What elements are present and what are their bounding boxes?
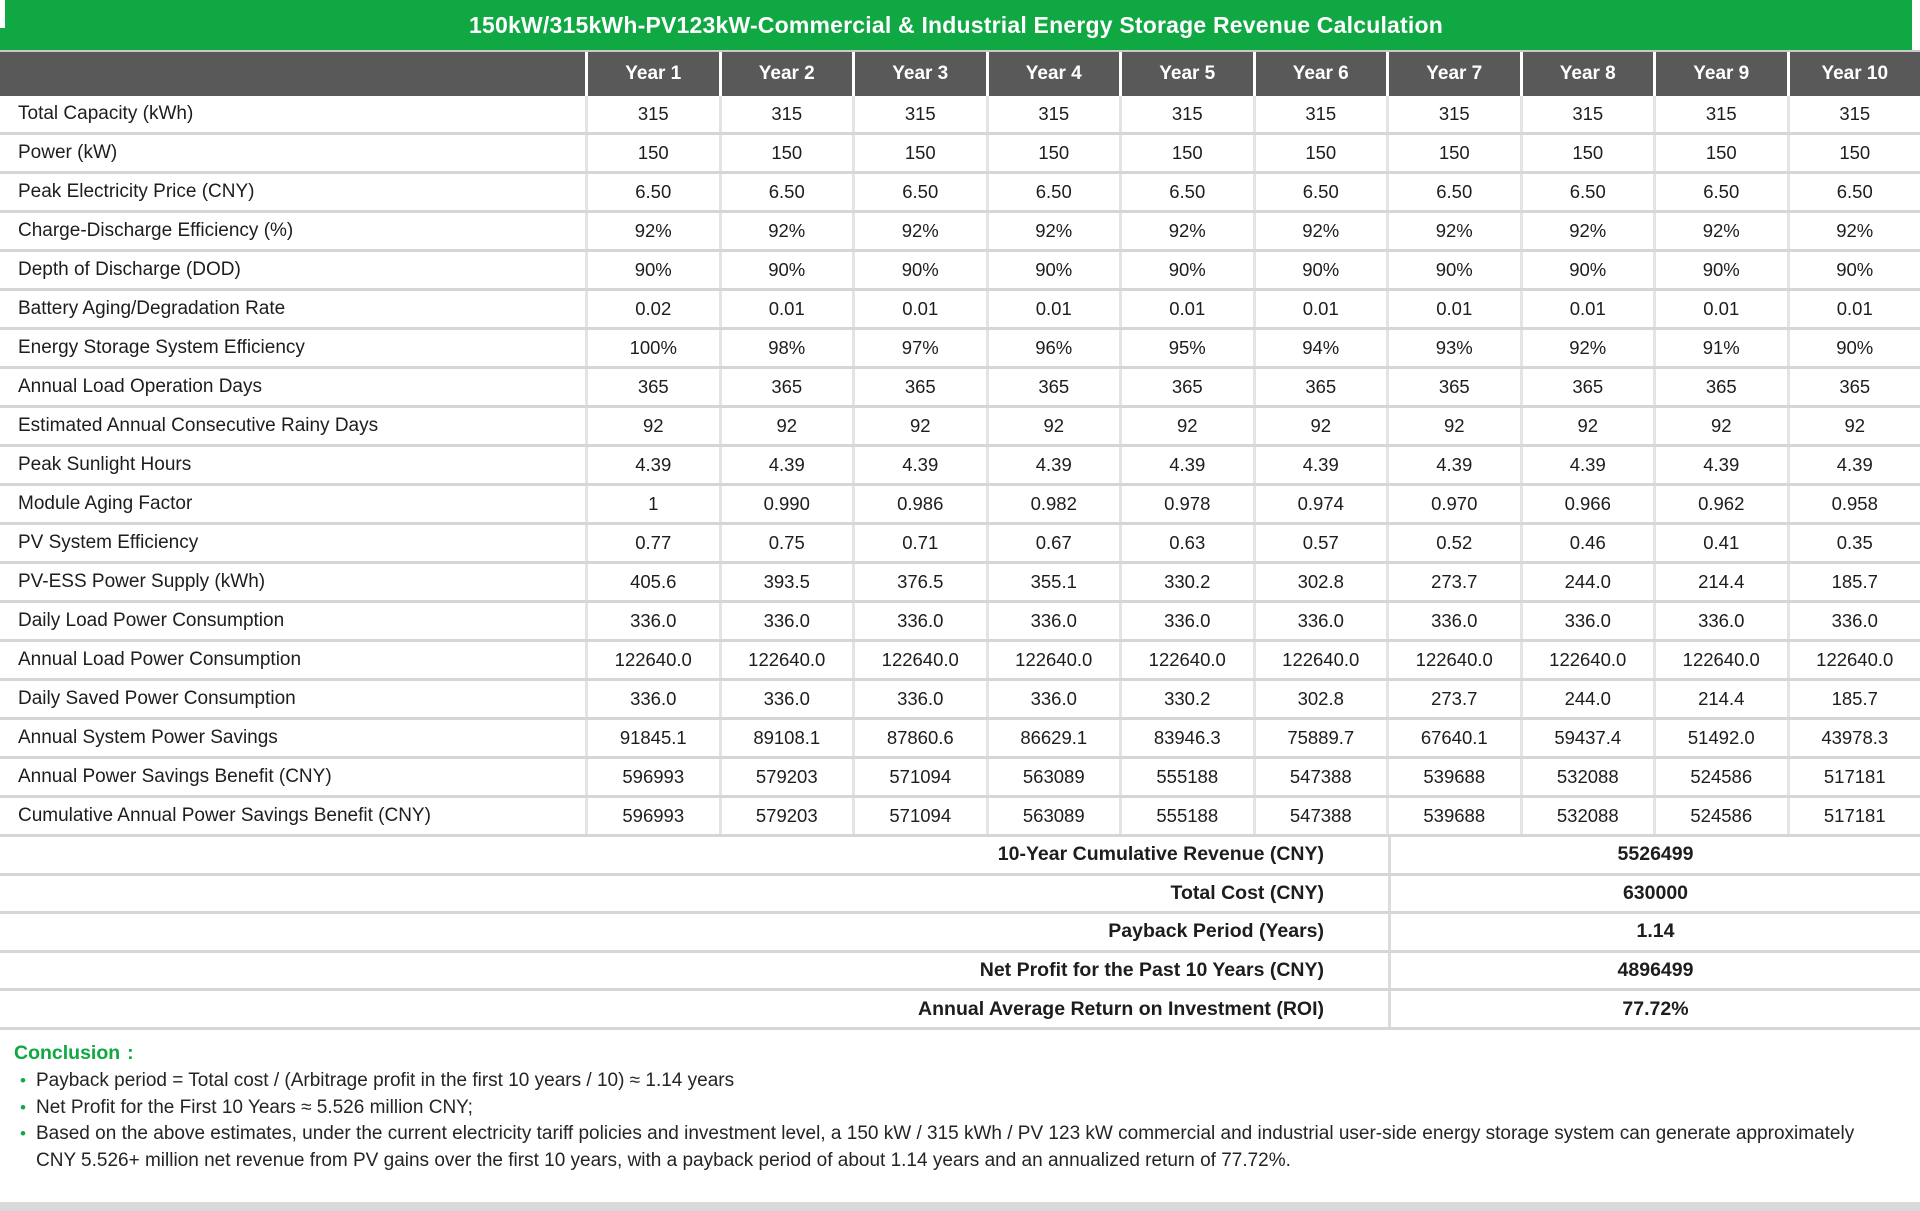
value-cell: 0.01: [852, 291, 986, 327]
value-cell: 1: [585, 486, 719, 522]
value-cell: 92%: [986, 213, 1120, 249]
year-header-cell: Year 7: [1386, 52, 1520, 96]
row-label: Peak Sunlight Hours: [18, 454, 192, 475]
value-cell: 92: [1653, 408, 1787, 444]
year-header-cell: Year 3: [852, 52, 986, 96]
value-cell: 365: [1520, 369, 1654, 405]
value-cell: 150: [1653, 135, 1787, 171]
value-cell: 89108.1: [719, 720, 853, 756]
value-cell: 532088: [1520, 798, 1654, 834]
value-cell: 214.4: [1653, 681, 1787, 717]
summary-label: 10-Year Cumulative Revenue (CNY): [997, 843, 1324, 866]
value-cell: 0.978: [1119, 486, 1253, 522]
summary-value: 4896499: [1388, 953, 1920, 989]
summary-value: 5526499: [1388, 837, 1920, 873]
value-cell: 90%: [1119, 252, 1253, 288]
value-cell: 0.46: [1520, 525, 1654, 561]
value-cell: 92%: [585, 213, 719, 249]
summary-value: 1.14: [1388, 914, 1920, 950]
year-header-cell: Year 9: [1653, 52, 1787, 96]
value-cell: 6.50: [1119, 174, 1253, 210]
conclusion-bullet: [14, 1121, 1892, 1174]
value-cell: 90%: [1253, 252, 1387, 288]
value-cell: 596993: [585, 759, 719, 795]
value-cell: 0.986: [852, 486, 986, 522]
value-cell: 315: [585, 96, 719, 132]
value-cell: 6.50: [1253, 174, 1387, 210]
value-cell: 92: [1787, 408, 1920, 444]
value-cell: 315: [1787, 96, 1920, 132]
value-cell: 91%: [1653, 330, 1787, 366]
summary-label: Annual Average Return on Investment (ROI): [918, 997, 1324, 1020]
value-cell: 539688: [1386, 759, 1520, 795]
value-cell: 365: [585, 369, 719, 405]
value-cell: 336.0: [1787, 603, 1920, 639]
summary-row: [0, 876, 1920, 915]
value-cell: 0.57: [1253, 525, 1387, 561]
value-cell: 6.50: [585, 174, 719, 210]
value-cell: 0.970: [1386, 486, 1520, 522]
value-cell: 83946.3: [1119, 720, 1253, 756]
value-cell: 150: [1787, 135, 1920, 171]
value-cell: 0.02: [585, 291, 719, 327]
summary-label: Payback Period (Years): [1108, 920, 1324, 943]
conclusion-colon: :: [127, 1042, 134, 1064]
value-cell: 336.0: [585, 681, 719, 717]
value-cell: 547388: [1253, 759, 1387, 795]
value-cell: 330.2: [1119, 681, 1253, 717]
value-cell: 4.39: [852, 447, 986, 483]
value-cell: 6.50: [1386, 174, 1520, 210]
value-cell: 571094: [852, 798, 986, 834]
value-cell: 330.2: [1119, 564, 1253, 600]
value-cell: 563089: [986, 798, 1120, 834]
value-cell: 6.50: [1653, 174, 1787, 210]
value-cell: 0.41: [1653, 525, 1787, 561]
value-cell: 92%: [1253, 213, 1387, 249]
value-cell: 90%: [1653, 252, 1787, 288]
year-header-cell: Year 1: [585, 52, 719, 96]
value-cell: 4.39: [1253, 447, 1387, 483]
value-cell: 273.7: [1386, 564, 1520, 600]
value-cell: 92%: [852, 213, 986, 249]
value-cell: 67640.1: [1386, 720, 1520, 756]
table-row: [0, 603, 1920, 642]
value-cell: 75889.7: [1253, 720, 1387, 756]
value-cell: 365: [1386, 369, 1520, 405]
value-cell: 315: [1253, 96, 1387, 132]
value-cell: 524586: [1653, 759, 1787, 795]
value-cell: 336.0: [986, 603, 1120, 639]
row-label: Daily Saved Power Consumption: [18, 688, 296, 709]
row-label: Charge-Discharge Efficiency (%): [18, 220, 294, 241]
summary-value: 630000: [1388, 876, 1920, 912]
value-cell: 517181: [1787, 759, 1920, 795]
table-row: [0, 291, 1920, 330]
value-cell: 336.0: [719, 681, 853, 717]
table-body: [0, 96, 1920, 837]
table-header-row: [0, 50, 1920, 96]
row-label: Module Aging Factor: [18, 493, 193, 514]
value-cell: 150: [719, 135, 853, 171]
value-cell: 90%: [1386, 252, 1520, 288]
year-header-cell: Year 2: [719, 52, 853, 96]
value-cell: 244.0: [1520, 681, 1654, 717]
value-cell: 87860.6: [852, 720, 986, 756]
table-row: [0, 525, 1920, 564]
value-cell: 6.50: [1787, 174, 1920, 210]
value-cell: 365: [1787, 369, 1920, 405]
value-cell: 150: [1253, 135, 1387, 171]
value-cell: 96%: [986, 330, 1120, 366]
row-label: Battery Aging/Degradation Rate: [18, 298, 286, 319]
row-label: Peak Electricity Price (CNY): [18, 181, 255, 202]
row-label: Total Capacity (kWh): [18, 103, 194, 124]
conclusion-heading: [14, 1042, 1892, 1065]
value-cell: 547388: [1253, 798, 1387, 834]
value-cell: 355.1: [986, 564, 1120, 600]
table-row: [0, 369, 1920, 408]
value-cell: 150: [852, 135, 986, 171]
year-header-cell: Year 4: [986, 52, 1120, 96]
value-cell: 92: [1386, 408, 1520, 444]
value-cell: 4.39: [1520, 447, 1654, 483]
value-cell: 43978.3: [1787, 720, 1920, 756]
value-cell: 150: [1386, 135, 1520, 171]
value-cell: 92%: [1653, 213, 1787, 249]
page-title: 150kW/315kWh-PV123kW-Commercial & Industrial Energy Storage Revenue Calculation: [469, 11, 1443, 38]
value-cell: 6.50: [986, 174, 1120, 210]
value-cell: 365: [1253, 369, 1387, 405]
value-cell: 122640.0: [1253, 642, 1387, 678]
corner-notch: [0, 0, 5, 28]
bullet-text: Payback period = Total cost / (Arbitrage profit in the first 10 years / 10) ≈ 1.14 years: [36, 1070, 735, 1091]
value-cell: 122640.0: [1787, 642, 1920, 678]
summary-section: [0, 837, 1920, 1030]
value-cell: 0.962: [1653, 486, 1787, 522]
value-cell: 185.7: [1787, 564, 1920, 600]
value-cell: 596993: [585, 798, 719, 834]
value-cell: 90%: [585, 252, 719, 288]
value-cell: 517181: [1787, 798, 1920, 834]
value-cell: 90%: [1520, 252, 1654, 288]
table-row: [0, 447, 1920, 486]
value-cell: 0.974: [1253, 486, 1387, 522]
value-cell: 315: [1119, 96, 1253, 132]
value-cell: 0.01: [719, 291, 853, 327]
value-cell: 0.67: [986, 525, 1120, 561]
value-cell: 92: [1119, 408, 1253, 444]
value-cell: 59437.4: [1520, 720, 1654, 756]
table-row: [0, 213, 1920, 252]
table-row: [0, 720, 1920, 759]
value-cell: 214.4: [1653, 564, 1787, 600]
table-row: [0, 486, 1920, 525]
value-cell: 4.39: [1386, 447, 1520, 483]
summary-row: [0, 837, 1920, 876]
row-label: Energy Storage System Efficiency: [18, 337, 305, 358]
value-cell: 315: [852, 96, 986, 132]
value-cell: 244.0: [1520, 564, 1654, 600]
value-cell: 0.01: [1119, 291, 1253, 327]
value-cell: 0.01: [1520, 291, 1654, 327]
value-cell: 97%: [852, 330, 986, 366]
year-header-cell: Year 5: [1119, 52, 1253, 96]
value-cell: 315: [986, 96, 1120, 132]
value-cell: 0.01: [1386, 291, 1520, 327]
value-cell: 0.71: [852, 525, 986, 561]
value-cell: 92%: [1787, 213, 1920, 249]
value-cell: 92%: [719, 213, 853, 249]
summary-row: [0, 991, 1920, 1030]
value-cell: 150: [1520, 135, 1654, 171]
value-cell: 4.39: [1787, 447, 1920, 483]
value-cell: 336.0: [986, 681, 1120, 717]
table-row: [0, 642, 1920, 681]
table-row: [0, 330, 1920, 369]
value-cell: 0.990: [719, 486, 853, 522]
value-cell: 6.50: [719, 174, 853, 210]
row-label: Annual System Power Savings: [18, 727, 278, 748]
value-cell: 579203: [719, 798, 853, 834]
row-label: Daily Load Power Consumption: [18, 610, 285, 631]
value-cell: 6.50: [1520, 174, 1654, 210]
value-cell: 92%: [1520, 330, 1654, 366]
value-cell: 0.958: [1787, 486, 1920, 522]
value-cell: 92%: [1386, 213, 1520, 249]
value-cell: 376.5: [852, 564, 986, 600]
conclusion-section: [0, 1030, 1892, 1174]
summary-value: 77.72%: [1388, 991, 1920, 1027]
value-cell: 0.01: [1253, 291, 1387, 327]
value-cell: 150: [986, 135, 1120, 171]
value-cell: 0.75: [719, 525, 853, 561]
table-row: [0, 252, 1920, 291]
value-cell: 336.0: [1520, 603, 1654, 639]
value-cell: 92%: [1520, 213, 1654, 249]
value-cell: 92: [852, 408, 986, 444]
summary-row: [0, 914, 1920, 953]
value-cell: 122640.0: [1119, 642, 1253, 678]
row-label: Estimated Annual Consecutive Rainy Days: [18, 415, 379, 436]
value-cell: 571094: [852, 759, 986, 795]
row-label: Annual Load Operation Days: [18, 376, 262, 397]
value-cell: 122640.0: [852, 642, 986, 678]
row-label: Cumulative Annual Power Savings Benefit (CNY): [18, 805, 431, 826]
value-cell: 579203: [719, 759, 853, 795]
title-bar: [0, 0, 1912, 50]
value-cell: 122640.0: [986, 642, 1120, 678]
value-cell: 90%: [719, 252, 853, 288]
value-cell: 90%: [1787, 330, 1920, 366]
bottom-strip: [0, 1202, 1920, 1211]
value-cell: 365: [852, 369, 986, 405]
bullet-icon: •: [20, 1097, 26, 1117]
value-cell: 4.39: [986, 447, 1120, 483]
table-row: [0, 564, 1920, 603]
value-cell: 100%: [585, 330, 719, 366]
value-cell: 0.63: [1119, 525, 1253, 561]
value-cell: 336.0: [719, 603, 853, 639]
value-cell: 92: [719, 408, 853, 444]
year-header-cell: Year 10: [1787, 52, 1920, 96]
value-cell: 92: [1520, 408, 1654, 444]
value-cell: 98%: [719, 330, 853, 366]
value-cell: 90%: [1787, 252, 1920, 288]
value-cell: 51492.0: [1653, 720, 1787, 756]
row-label: PV-ESS Power Supply (kWh): [18, 571, 266, 592]
value-cell: 4.39: [1119, 447, 1253, 483]
value-cell: 336.0: [1386, 603, 1520, 639]
value-cell: 532088: [1520, 759, 1654, 795]
value-cell: 302.8: [1253, 564, 1387, 600]
value-cell: 315: [719, 96, 853, 132]
row-label: PV System Efficiency: [18, 532, 199, 553]
value-cell: 563089: [986, 759, 1120, 795]
table-row: [0, 759, 1920, 798]
row-label: Depth of Discharge (DOD): [18, 259, 241, 280]
value-cell: 122640.0: [719, 642, 853, 678]
value-cell: 4.39: [585, 447, 719, 483]
value-cell: 92%: [1119, 213, 1253, 249]
conclusion-bullet: [14, 1068, 1892, 1095]
value-cell: 336.0: [1253, 603, 1387, 639]
value-cell: 405.6: [585, 564, 719, 600]
value-cell: 365: [719, 369, 853, 405]
table-row: [0, 408, 1920, 447]
value-cell: 315: [1653, 96, 1787, 132]
value-cell: 92: [986, 408, 1120, 444]
value-cell: 122640.0: [1386, 642, 1520, 678]
table-row: [0, 798, 1920, 837]
conclusion-bullet-list: [14, 1068, 1892, 1174]
bullet-text: Based on the above estimates, under the current electricity tariff policies and investment level, a 150 kW / 315 kWh / PV 123 kW commercial and industrial user-side energy storage system can generate approximately CNY 5.526+ million net revenue from PV gains over the first 10 years, with a payback period of about 1.14 years and an annualized return of 77.72%.: [36, 1123, 1855, 1171]
header-label-cell: [0, 52, 585, 96]
conclusion-heading-text: Conclusion: [14, 1042, 121, 1064]
value-cell: 91845.1: [585, 720, 719, 756]
row-label: Annual Load Power Consumption: [18, 649, 302, 670]
value-cell: 95%: [1119, 330, 1253, 366]
value-cell: 315: [1386, 96, 1520, 132]
value-cell: 92: [1253, 408, 1387, 444]
value-cell: 122640.0: [1520, 642, 1654, 678]
table-row: [0, 174, 1920, 213]
value-cell: 150: [1119, 135, 1253, 171]
value-cell: 336.0: [1119, 603, 1253, 639]
value-cell: 150: [585, 135, 719, 171]
value-cell: 336.0: [852, 681, 986, 717]
value-cell: 302.8: [1253, 681, 1387, 717]
value-cell: 0.01: [1653, 291, 1787, 327]
value-cell: 315: [1520, 96, 1654, 132]
summary-label: Total Cost (CNY): [1170, 881, 1324, 904]
value-cell: 273.7: [1386, 681, 1520, 717]
value-cell: 393.5: [719, 564, 853, 600]
year-header-cell: Year 8: [1520, 52, 1654, 96]
value-cell: 336.0: [852, 603, 986, 639]
value-cell: 0.01: [1787, 291, 1920, 327]
bullet-text: Net Profit for the First 10 Years ≈ 5.526 million CNY;: [36, 1096, 473, 1118]
value-cell: 4.39: [719, 447, 853, 483]
value-cell: 555188: [1119, 759, 1253, 795]
value-cell: 90%: [986, 252, 1120, 288]
bullet-icon: •: [20, 1071, 26, 1090]
value-cell: 0.35: [1787, 525, 1920, 561]
summary-row: [0, 953, 1920, 992]
value-cell: 365: [1653, 369, 1787, 405]
summary-label: Net Profit for the Past 10 Years (CNY): [979, 959, 1324, 982]
table-row: [0, 135, 1920, 174]
value-cell: 365: [1119, 369, 1253, 405]
row-label: Annual Power Savings Benefit (CNY): [18, 766, 332, 787]
value-cell: 122640.0: [585, 642, 719, 678]
value-cell: 0.52: [1386, 525, 1520, 561]
value-cell: 6.50: [852, 174, 986, 210]
value-cell: 0.966: [1520, 486, 1654, 522]
value-cell: 539688: [1386, 798, 1520, 834]
conclusion-bullet: [14, 1095, 1892, 1122]
row-label: Power (kW): [18, 142, 118, 163]
value-cell: 94%: [1253, 330, 1387, 366]
value-cell: 336.0: [585, 603, 719, 639]
value-cell: 86629.1: [986, 720, 1120, 756]
value-cell: 365: [986, 369, 1120, 405]
year-header-cell: Year 6: [1253, 52, 1387, 96]
value-cell: 4.39: [1653, 447, 1787, 483]
bullet-icon: •: [20, 1124, 26, 1143]
value-cell: 93%: [1386, 330, 1520, 366]
table-row: [0, 681, 1920, 720]
value-cell: 0.01: [986, 291, 1120, 327]
value-cell: 92: [585, 408, 719, 444]
value-cell: 524586: [1653, 798, 1787, 834]
value-cell: 185.7: [1787, 681, 1920, 717]
value-cell: 555188: [1119, 798, 1253, 834]
value-cell: 90%: [852, 252, 986, 288]
value-cell: 0.77: [585, 525, 719, 561]
value-cell: 0.982: [986, 486, 1120, 522]
table-row: [0, 96, 1920, 135]
value-cell: 122640.0: [1653, 642, 1787, 678]
value-cell: 336.0: [1653, 603, 1787, 639]
